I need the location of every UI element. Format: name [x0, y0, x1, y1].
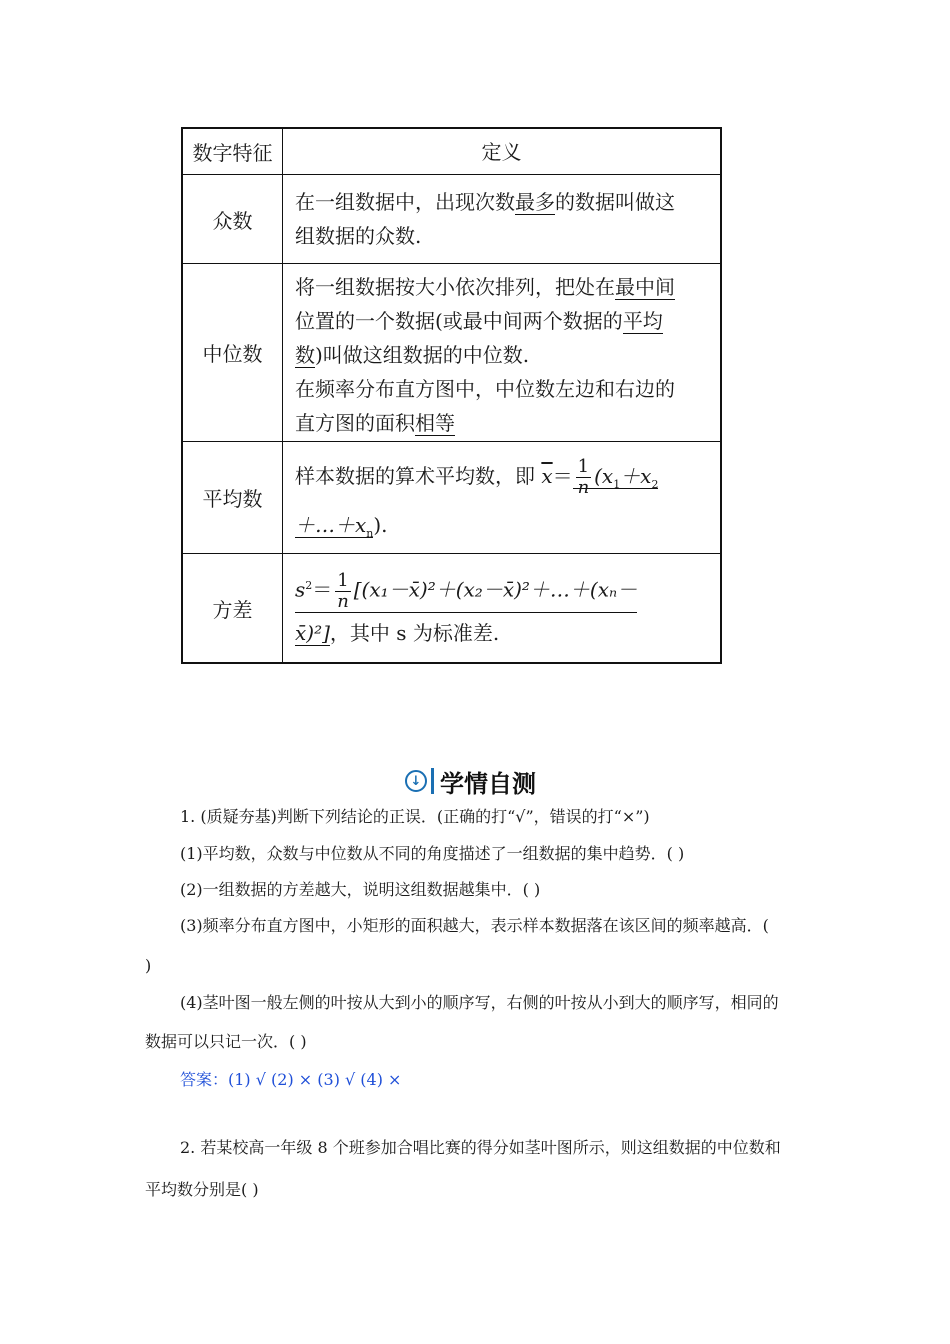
divider — [431, 768, 434, 794]
question-1-item-2: (2)一组数据的方差越大，说明这组数据越集中．( ) — [180, 880, 541, 899]
underline-answer: $s^2=$ $\frac{1}{n}$ [(x₁－x̄)²＋(x₂－x̄)²＋…＋(xₙ－ — [295, 566, 637, 613]
row-definition-median: 将一组数据按大小依次排列，把处在最中间 位置的一个数据(或最中间两个数据的平均 数)叫做这组数据的中位数. 在频率分布直方图中，中位数左边和右边的 直方图的面积相等 — [295, 275, 675, 435]
question-1-item-3-cont: ) — [145, 956, 152, 975]
table-row-variance — [183, 554, 720, 662]
header-definition: 定义 — [481, 139, 522, 164]
row-definition-variance: $s^2=$ $\frac{1}{n}$ [(x₁－x̄)²＋(x₂－x̄)²＋…＋(xₙ－ x̄)²]，其中 s 为标准差. — [283, 554, 720, 662]
section-title: 学情自测 — [440, 769, 536, 798]
underline-answer: 相等 — [415, 411, 455, 435]
underline-answer: 最中间 — [615, 275, 675, 299]
table-header-row — [183, 129, 720, 175]
arrow-down-circle-icon: ↓ — [405, 770, 427, 792]
row-label-mean: 平均数 — [183, 442, 283, 553]
fraction: $\frac{1}{n}$ — [577, 456, 590, 498]
underline-answer: $\frac{1}{n}$ ($x_1+x_2$ — [573, 464, 659, 489]
table-row-mode — [183, 175, 720, 264]
fraction: $\frac{1}{n}$ — [337, 569, 349, 612]
row-label-median: 中位数 — [183, 264, 283, 441]
question-1-item-4: (4)茎叶图一般左侧的叶按从大到小的顺序写，右侧的叶按从小到大的顺序写，相同的 — [180, 993, 779, 1012]
row-label-mode: 众数 — [183, 175, 283, 263]
underline-answer: x̄)²] — [295, 620, 330, 645]
statistics-definition-table — [181, 127, 722, 664]
row-definition-mean: 样本数据的算术平均数，即 $\overline{x}=$ $\frac{1}{n}$ ($x_1+x_2$ $+\dots+x_n$). — [295, 456, 659, 540]
section-heading — [405, 764, 536, 798]
row-label-variance: 方差 — [183, 554, 283, 662]
row-definition-mode: 在一组数据中，出现次数最多的数据叫做这 组数据的众数. — [295, 190, 675, 248]
header-feature: 数字特征 — [183, 129, 283, 174]
underline-answer: 最多 — [515, 190, 555, 214]
table-row-mean — [183, 442, 720, 554]
table-row-median — [183, 264, 720, 442]
question-1-answer: 答案：(1) √ (2) × (3) √ (4) × — [180, 1070, 402, 1089]
question-1-item-3: (3)频率分布直方图中，小矩形的面积越大，表示样本数据落在该区间的频率越高．( — [180, 916, 769, 935]
question-2-stem: 2. 若某校高一年级 8 个班参加合唱比赛的得分如茎叶图所示，则这组数据的中位数和 — [180, 1138, 781, 1157]
underline-answer: 平均 — [622, 309, 663, 333]
question-1-stem: 1. (质疑夯基)判断下列结论的正误．(正确的打“√”，错误的打“×”) — [180, 807, 650, 826]
underline-answer: 数 — [295, 343, 315, 367]
question-1-item-4-cont: 数据可以只记一次．( ) — [145, 1032, 307, 1051]
question-1-item-1: (1)平均数，众数与中位数从不同的角度描述了一组数据的集中趋势．( ) — [180, 844, 685, 863]
question-2-stem-cont: 平均数分别是( ) — [145, 1180, 259, 1199]
underline-answer: $+\dots+x_n$ — [295, 513, 374, 540]
